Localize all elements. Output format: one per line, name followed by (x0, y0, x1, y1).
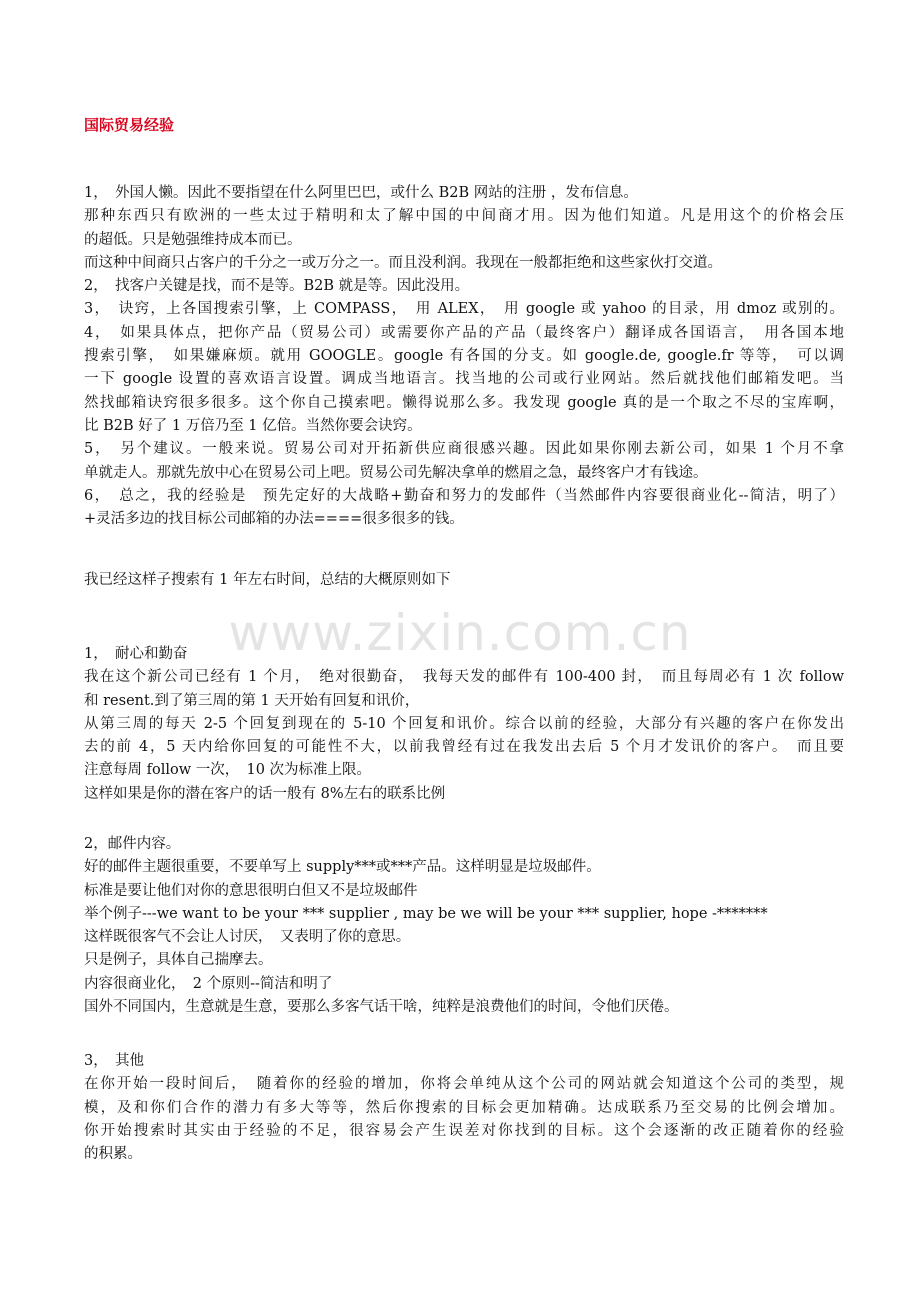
section-heading: 2，邮件内容。 (84, 836, 181, 852)
paragraph-line: 1， 外国人懒。因此不要指望在什么阿里巴巴，或什么 B2B 网站的注册 ，发布信息。 (84, 185, 638, 201)
paragraph-line: 单就走人。那就先放中心在贸易公司上吧。贸易公司先解决拿单的燃眉之急，最终客户才有钱途。 (84, 464, 708, 481)
paragraph-line: 标准是要让他们对你的意思很明白但又不是垃圾邮件 (84, 882, 418, 899)
intro-section (84, 182, 844, 531)
paragraph-line: 在你开始一段时间后， 随着你的经验的增加，你将会单纯从这个公司的网站就会知道这个公司的类型，规 (84, 1076, 844, 1093)
section-other (84, 1050, 844, 1166)
paragraph-line: 去的前 4，5 天内给你回复的可能性不大，以前我曾经有过在我发出去后 5 个月才发讯价的客户。 而且要 (84, 739, 844, 756)
paragraph-line: 只是例子，具体自己揣摩去。 (84, 952, 273, 969)
section-heading: 3， 其他 (84, 1053, 144, 1069)
paragraph-line: 然找邮箱诀窍很多很多。这个你自己摸索吧。懒得说那么多。我发现 google 真的是一个取之不尽的宝库啊， (84, 394, 844, 411)
paragraph-line: 的超低。只是勉强维持成本而已。 (84, 231, 302, 248)
paragraph-line: 举个例子---we want to be your *** supplier , may be we will be your *** supplier, hope -******* (84, 905, 768, 922)
paragraph-line: 3， 诀窍，上各国搜索引擎，上 COMPASS， 用 ALEX， 用 google 或 yahoo 的目录，用 dmoz 或别的。 (84, 301, 844, 318)
section-email-content (84, 833, 844, 1019)
section-heading: 1， 耐心和勤奋 (84, 646, 188, 662)
paragraph-line: +灵活多边的找目标公司邮箱的办法====很多很多的钱。 (84, 511, 464, 528)
paragraph-line: 我在这个新公司已经有 1 个月， 绝对很勤奋， 我每天发的邮件有 100-400 封， 而且每周必有 1 次 follow (84, 669, 844, 686)
summary-section (84, 569, 844, 592)
paragraph-line: 搜索引擎， 如果嫌麻烦。就用 GOOGLE。google 有各国的分支。如 google.de, google.fr 等等， 可以调 (84, 348, 844, 365)
paragraph-line: 国外不同国内，生意就是生意，要那么多客气话干啥，纯粹是浪费他们的时间，令他们厌倦。 (84, 999, 679, 1016)
document-title: 国际贸易经验 (84, 116, 175, 134)
paragraph-line: 这样如果是你的潜在客户的话一般有 8%左右的联系比例 (84, 785, 446, 802)
paragraph-line: 和 resent.到了第三周的第 1 天开始有回复和讯价， (84, 692, 420, 709)
paragraph-line: 你开始搜索时其实由于经验的不足，很容易会产生误差对你找到的目标。这个会逐渐的改正随着你的经验 (84, 1122, 844, 1139)
paragraph-line: 而这种中间商只占客户的千分之一或万分之一。而且没利润。我现在一般都拒绝和这些家伙打交道。 (84, 254, 722, 271)
paragraph-line: 内容很商业化， 2 个原则--简洁和明了 (84, 975, 333, 992)
paragraph-line: 这样既很客气不会让人讨厌， 又表明了你的意思。 (84, 929, 411, 946)
summary-line: 我已经这样子搜索有 1 年左右时间，总结的大概原则如下 (84, 572, 451, 588)
paragraph-line: 一下 google 设置的喜欢语言设置。调成当地语言。找当地的公司或行业网站。然后就找他们邮箱发吧。当 (84, 371, 844, 388)
paragraph-line: 从第三周的每天 2-5 个回复到现在的 5-10 个回复和讯价。综合以前的经验，大部分有兴趣的客户在你发出 (84, 715, 844, 732)
paragraph-line: 模，及和你们合作的潜力有多大等等，然后你搜索的目标会更加精确。达成联系乃至交易的比例会增加。 (84, 1099, 844, 1116)
paragraph-line: 注意每周 follow 一次， 10 次为标准上限。 (84, 762, 372, 779)
paragraph-line: 2， 找客户关键是找，而不是等。B2B 就是等。因此没用。 (84, 278, 470, 295)
paragraph-line: 比 B2B 好了 1 万倍乃至 1 亿倍。当然你要会诀窍。 (84, 417, 422, 434)
paragraph-line: 6， 总之，我的经验是 预先定好的大战略+勤奋和努力的发邮件（当然邮件内容要很商业化--简洁，明了） (84, 487, 844, 504)
paragraph-line: 4， 如果具体点，把你产品（贸易公司）或需要你产品的产品（最终客户）翻译成各国语言， 用各国本地 (84, 324, 844, 341)
paragraph-line: 那种东西只有欧洲的一些太过于精明和太了解中国的中间商才用。因为他们知道。凡是用这个的价格会压 (84, 208, 844, 225)
paragraph-line: 的积累。 (84, 1146, 142, 1163)
section-diligence (84, 643, 844, 806)
paragraph-line: 好的邮件主题很重要，不要单写上 supply***或***产品。这样明显是垃圾邮件。 (84, 859, 601, 876)
watermark: www.zixin.com.cn (228, 604, 692, 662)
paragraph-line: 5， 另个建议。一般来说。贸易公司对开拓新供应商很感兴趣。因此如果你刚去新公司，如果 1 个月不拿 (84, 441, 844, 458)
